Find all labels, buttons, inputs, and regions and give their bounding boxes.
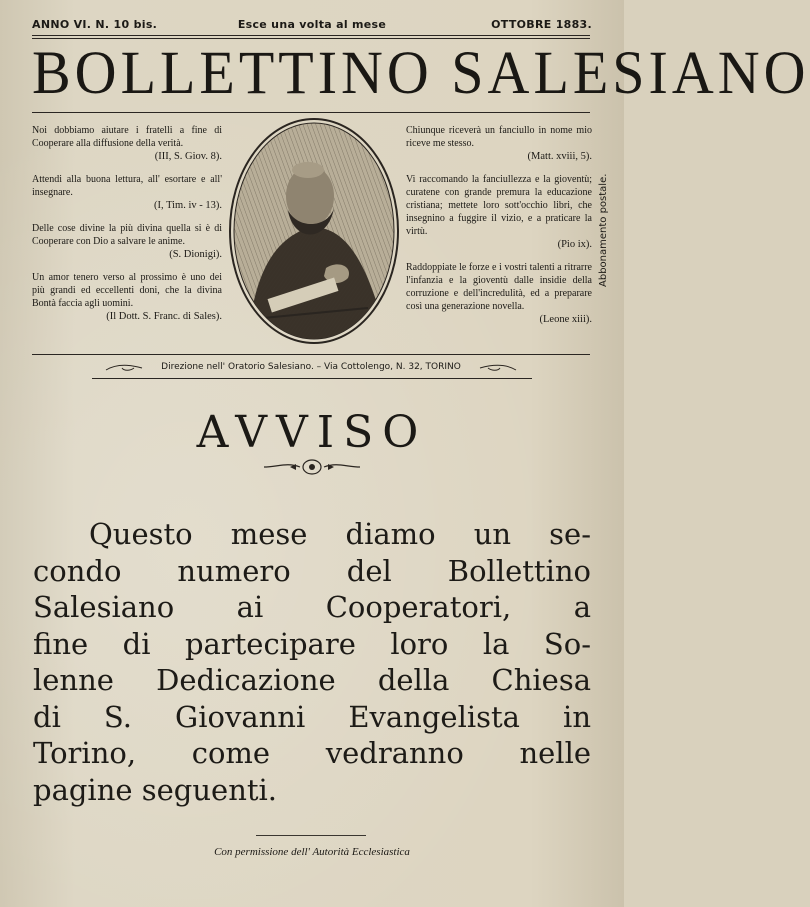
notice-line: pagine seguenti. xyxy=(33,772,278,807)
publication-frequency: Esce una volta al mese xyxy=(237,18,387,31)
quote-text: Noi dobbiamo aiutare i fratelli a fine di Cooperare alla diffusione della verità. xyxy=(32,125,222,149)
notice-body xyxy=(33,516,591,808)
notice-line: Questo mese diamo un se- xyxy=(89,517,591,551)
quotes-rule xyxy=(32,354,590,355)
ornament-icon xyxy=(262,458,362,476)
side-note-text: Abbonamento postale. xyxy=(598,173,609,287)
issue-line xyxy=(32,18,592,34)
masthead-rule xyxy=(32,112,590,113)
direction-address: Direzione nell' Oratorio Salesiano. – Via Cottolengo, N. 32, TORINO xyxy=(161,362,461,372)
notice-title: AVVISO xyxy=(196,407,428,458)
saint-portrait-engraving xyxy=(228,118,400,344)
quote-text: Raddoppiate le forze e i vostri talenti a ritrarre l'infanzia e la gioventù dalle insidie della corruzione e dell'incredulità, ed a preparare così una generazione novella. xyxy=(406,262,592,312)
direction-rule xyxy=(92,378,532,379)
ecclesiastical-permission: Con permissione dell' Autorità Ecclesiastica xyxy=(214,846,410,858)
footer-rule xyxy=(256,835,366,836)
quote-reference: (Il Dott. S. Franc. di Sales). xyxy=(106,311,222,322)
quote-text: Un amor tenero verso al prossimo è uno dei più grandi ed eccellenti doni, che la divina Bontà faccia agli uomini. xyxy=(32,272,222,309)
notice-line: fine di partecipare loro la So- xyxy=(33,626,591,661)
masthead-title: BOLLETTINO SALESIANO xyxy=(32,38,810,107)
quote xyxy=(32,222,222,261)
quote-reference: (III, S. Giov. 8). xyxy=(154,151,222,162)
quote xyxy=(32,271,222,323)
right-quotes-column xyxy=(406,124,592,336)
quote-text: Vi raccomando la fanciullezza e la gioventù; curatene con grande premura la educazione cristiana; mettete loro sott'occhio libri, che insegnino a fuggire il vizio, e a praticare la virtù. xyxy=(406,174,592,237)
right-flourish-icon xyxy=(478,362,518,374)
quote-reference: (Pio ix). xyxy=(557,239,592,250)
quote-text: Delle cose divine la più divina quella si è di Cooperare con Dio a salvare le anime. xyxy=(32,223,222,247)
quote xyxy=(32,173,222,212)
notice-line: lenne Dedicazione della Chiesa xyxy=(33,663,591,697)
issue-number: ANNO VI. N. 10 bis. xyxy=(32,18,158,31)
quote-reference: (S. Dionigi). xyxy=(169,249,222,260)
quote-reference: (Matt. xviii, 5). xyxy=(527,151,592,162)
notice-line: di S. Giovanni Evangelista in xyxy=(33,699,591,734)
quote xyxy=(406,124,592,163)
notice-line: Salesiano ai Cooperatori, a xyxy=(33,590,591,624)
issue-date: OTTOBRE 1883. xyxy=(491,18,592,31)
quote-text: Chiunque riceverà un fanciullo in nome mio riceve me stesso. xyxy=(406,125,592,149)
quote-reference: (I, Tim. iv - 13). xyxy=(154,200,222,211)
quote xyxy=(406,261,592,326)
quote xyxy=(32,124,222,163)
postal-subscription-note xyxy=(596,145,614,305)
quote-reference: (Leone xiii). xyxy=(539,314,592,325)
left-quotes-column xyxy=(32,124,222,333)
notice-line: condo numero del Bollettino xyxy=(33,553,591,588)
quote-text: Attendi alla buona lettura, all' esortare e all' insegnare. xyxy=(32,174,222,198)
notice-line: Torino, come vedranno nelle xyxy=(33,736,591,770)
quote xyxy=(406,173,592,251)
top-rule xyxy=(32,35,590,36)
